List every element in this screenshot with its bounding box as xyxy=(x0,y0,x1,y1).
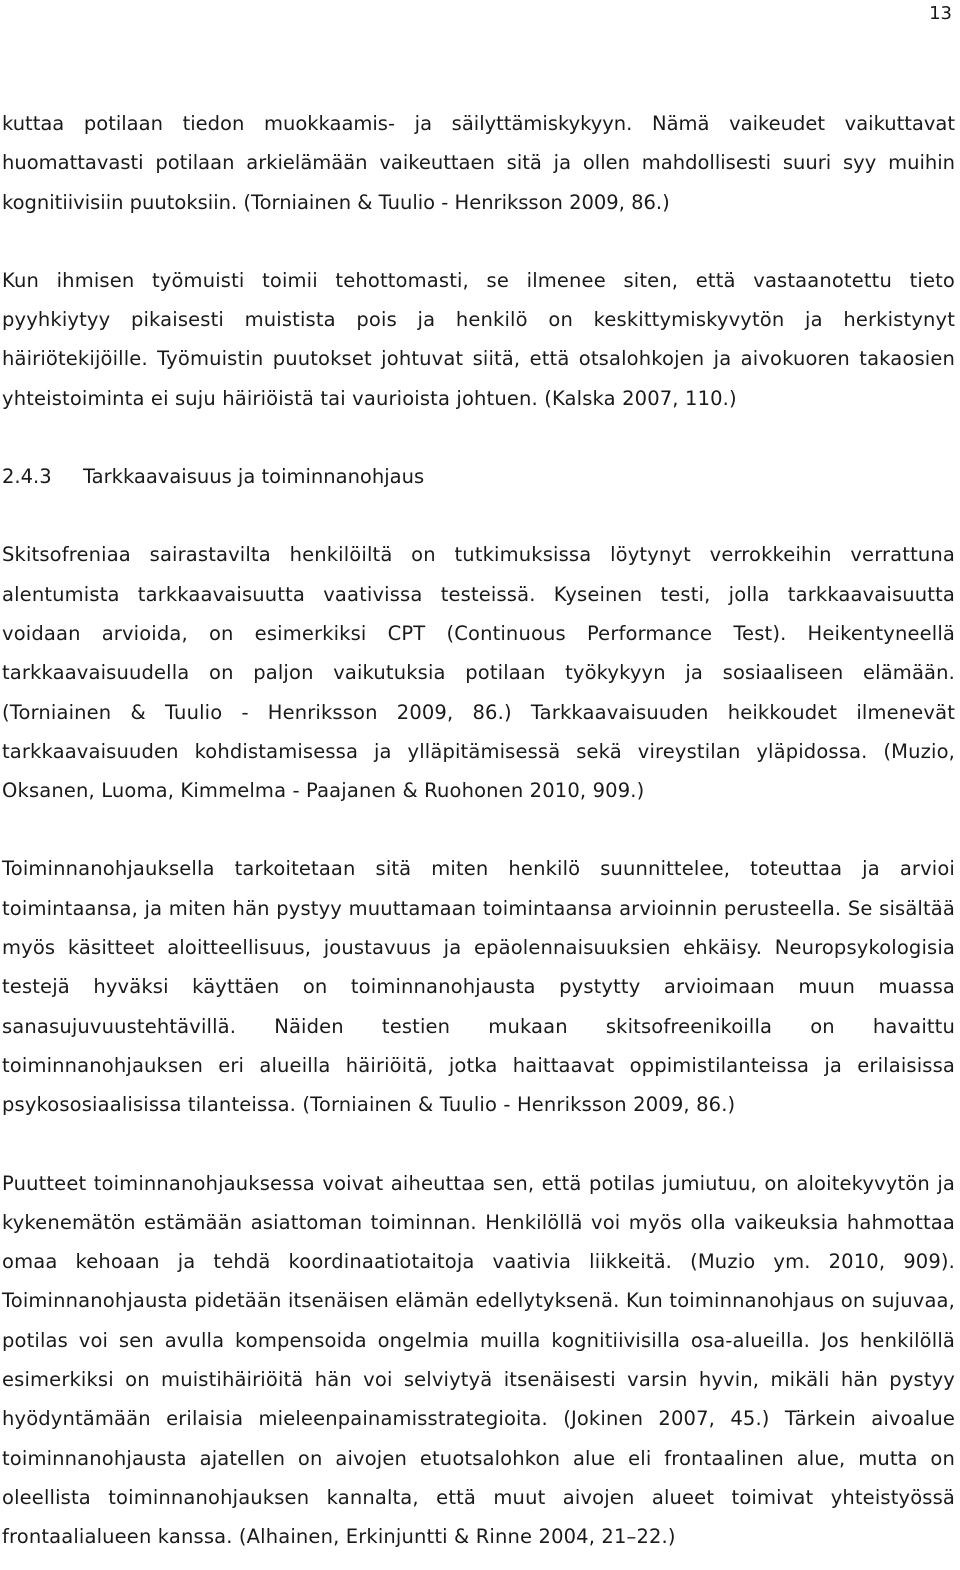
paragraph-working-memory-deficits: Kun ihmisen työmuisti toimii tehottomasti, se ilmenee siten, että vastaanotettu tieto pyyhkiytyy pikaisesti muistista pois ja henkilö on keskittymiskyvytön ja herkistynyt häiriötekijöille. Työmuistin puutokset johtuvat siitä, että otsalohkojen ja aivokuoren takaosien yhteistoiminta ei suju häiriöistä tai vaurioista johtuen. (Kalska 2007, 110.) xyxy=(2,268,955,410)
section-title: Tarkkaavaisuus ja toiminnanohjaus xyxy=(83,465,425,489)
paragraph-working-memory-impact: kuttaa potilaan tiedon muokkaamis- ja säilyttämiskykyyn. Nämä vaikeudet vaikuttavat huomattavasti potilaan arkielämään vaikeuttaen sitä ja ollen mahdollisesti suuri syy muihin kognitiivisiin puutoksiin. (Torniainen & Tuulio - Henriksson 2009, 86.) xyxy=(2,112,955,214)
section-heading xyxy=(2,457,955,496)
page-number: 13 xyxy=(929,3,952,24)
paragraph-attention: Skitsofreniaa sairastavilta henkilöiltä on tutkimuksissa löytynyt verrokkeihin verrattuna alentumista tarkkaavaisuutta vaativissa testeissä. Kyseinen testi, jolla tarkkaavaisuutta voidaan arvioida, on esimerkiksi CPT (Continuous Performance Test). Heikentyneellä tarkkaavaisuudella on paljon vaikutuksia potilaan työkykyyn ja sosiaaliseen elämään. (Torniainen & Tuulio - Henriksson 2009, 86.) Tarkkaavaisuuden heikkoudet ilmenevät tarkkaavaisuuden kohdistamisessa ja ylläpitämisessä sekä vireystilan yläpidossa. (Muzio, Oksanen, Luoma, Kimmelma - Paajanen & Ruohonen 2010, 909.) xyxy=(2,543,955,803)
paragraph-executive-function-definition: Toiminnanohjauksella tarkoitetaan sitä miten henkilö suunnittelee, toteuttaa ja arvioi toimintaansa, ja miten hän pystyy muuttamaan toimintaansa arvioinnin perusteella. Se sisältää myös käsitteet aloitteellisuus, joustavuus ja epäolennaisuuksien ehkäisy. Neuropsykologisia testejä hyväksi käyttäen on toiminnanohjausta pystytty arvioimaan muun muassa sanasujuvuustehtävillä. Näiden testien mukaan skitsofreenikoilla on havaittu toiminnanohjauksen eri alueilla häiriöitä, jotka haittaavat oppimistilanteissa ja erilaisissa psykososiaalisissa tilanteissa. (Torniainen & Tuulio - Henriksson 2009, 86.) xyxy=(2,857,955,1117)
paragraph-executive-function-deficits: Puutteet toiminnanohjauksessa voivat aiheuttaa sen, että potilas jumiutuu, on aloitekyvytön ja kykenemätön estämään asiattoman toiminnan. Henkilöllä voi myös olla vaikeuksia hahmottaa omaa kehoaan ja tehdä koordinaatiotaitoja vaativia liikkeitä. (Muzio ym. 2010, 909). Toiminnanohjausta pidetään itsenäisen elämän edellytyksenä. Kun toiminnanohjaus on sujuvaa, potilas voi sen avulla kompensoida ongelmia muilla kognitiivisilla osa-alueilla. Jos henkilöllä esimerkiksi on muistihäiriöitä hän voi selviytyä itsenäisesti varsin hyvin, mikäli hän pystyy hyödyntämään erilaisia mieleenpainamisstrategioita. (Jokinen 2007, 45.) Tärkein aivoalue toiminnanohjausta ajatellen on aivojen etuotsalohkon alue eli frontaalinen alue, mutta on oleellista toiminnanohjauksen kannalta, että muut aivojen alueet toimivat yhteistyössä frontaalialueen kanssa. (Alhainen, Erkinjuntti & Rinne 2004, 21–22.) xyxy=(2,1171,955,1549)
section-number: 2.4.3 xyxy=(2,465,52,489)
document-body xyxy=(2,104,955,1557)
